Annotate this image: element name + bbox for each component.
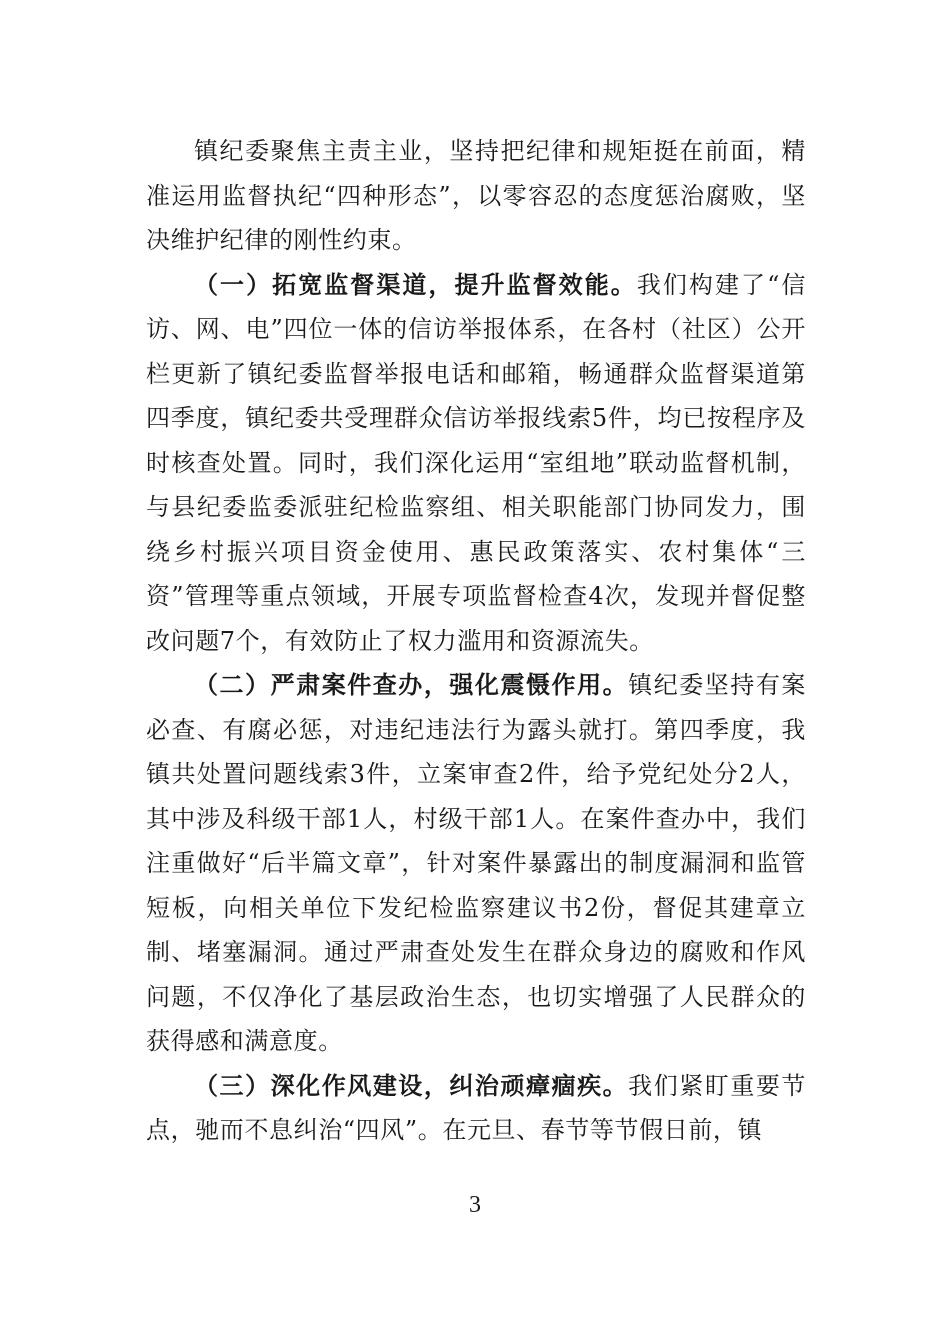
paragraph-section-1 xyxy=(146,263,806,664)
section-1-text: 我们构建了“信访、网、电”四位一体的信访举报体系，在各村（社区）公开栏更新了镇纪委监督举报电话和邮箱，畅通群众监督渠道第四季度，镇纪委共受理群众信访举报线索5件，均已按程序及时核查处置。同时，我们深化运用“室组地”联动监督机制，与县纪委监委派驻纪检监察组、相关职能部门协同发力，围绕乡村振兴项目资金使用、惠民政策落实、农村集体“三资”管理等重点领域，开展专项监督检查4次，发现并督促整改问题7个，有效防止了权力滥用和资源流失。 xyxy=(146,270,806,655)
paragraph-intro xyxy=(146,129,806,263)
section-2-text: 镇纪委坚持有案必查、有腐必惩，对违纪违法行为露头就打。第四季度，我镇共处置问题线索3件，立案审查2件，给予党纪处分2人，其中涉及科级干部1人，村级干部1人。在案件查办中，我们注重做好“后半篇文章”，针对案件暴露出的制度漏洞和监管短板，向相关单位下发纪检监察建议书2份，督促其建章立制、堵塞漏洞。通过严肃查处发生在群众身边的腐败和作风问题，不仅净化了基层政治生态，也切实增强了人民群众的获得感和满意度。 xyxy=(146,671,807,1055)
section-2-heading: （二）严肃案件查办，强化震慑作用。 xyxy=(194,670,629,699)
document-body xyxy=(146,129,806,1153)
section-1-heading: （一）拓宽监督渠道，提升监督效能。 xyxy=(194,269,637,299)
paragraph-section-2 xyxy=(146,663,806,1064)
section-3-text: 我们紧盯重要节点，驰而不息纠治“四风”。在元旦、春节等节假日前，镇 xyxy=(146,1071,807,1144)
paragraph-intro-text: 镇纪委聚焦主责主业，坚持把纪律和规矩挺在前面，精准运用监督执纪“四种形态”，以零容忍的态度惩治腐败，坚决维护纪律的刚性约束。 xyxy=(146,137,806,254)
section-3-heading: （三）深化作风建设，纠治顽瘴痼疾。 xyxy=(194,1070,629,1100)
paragraph-section-3 xyxy=(146,1064,806,1153)
page-number: 3 xyxy=(469,1192,481,1218)
